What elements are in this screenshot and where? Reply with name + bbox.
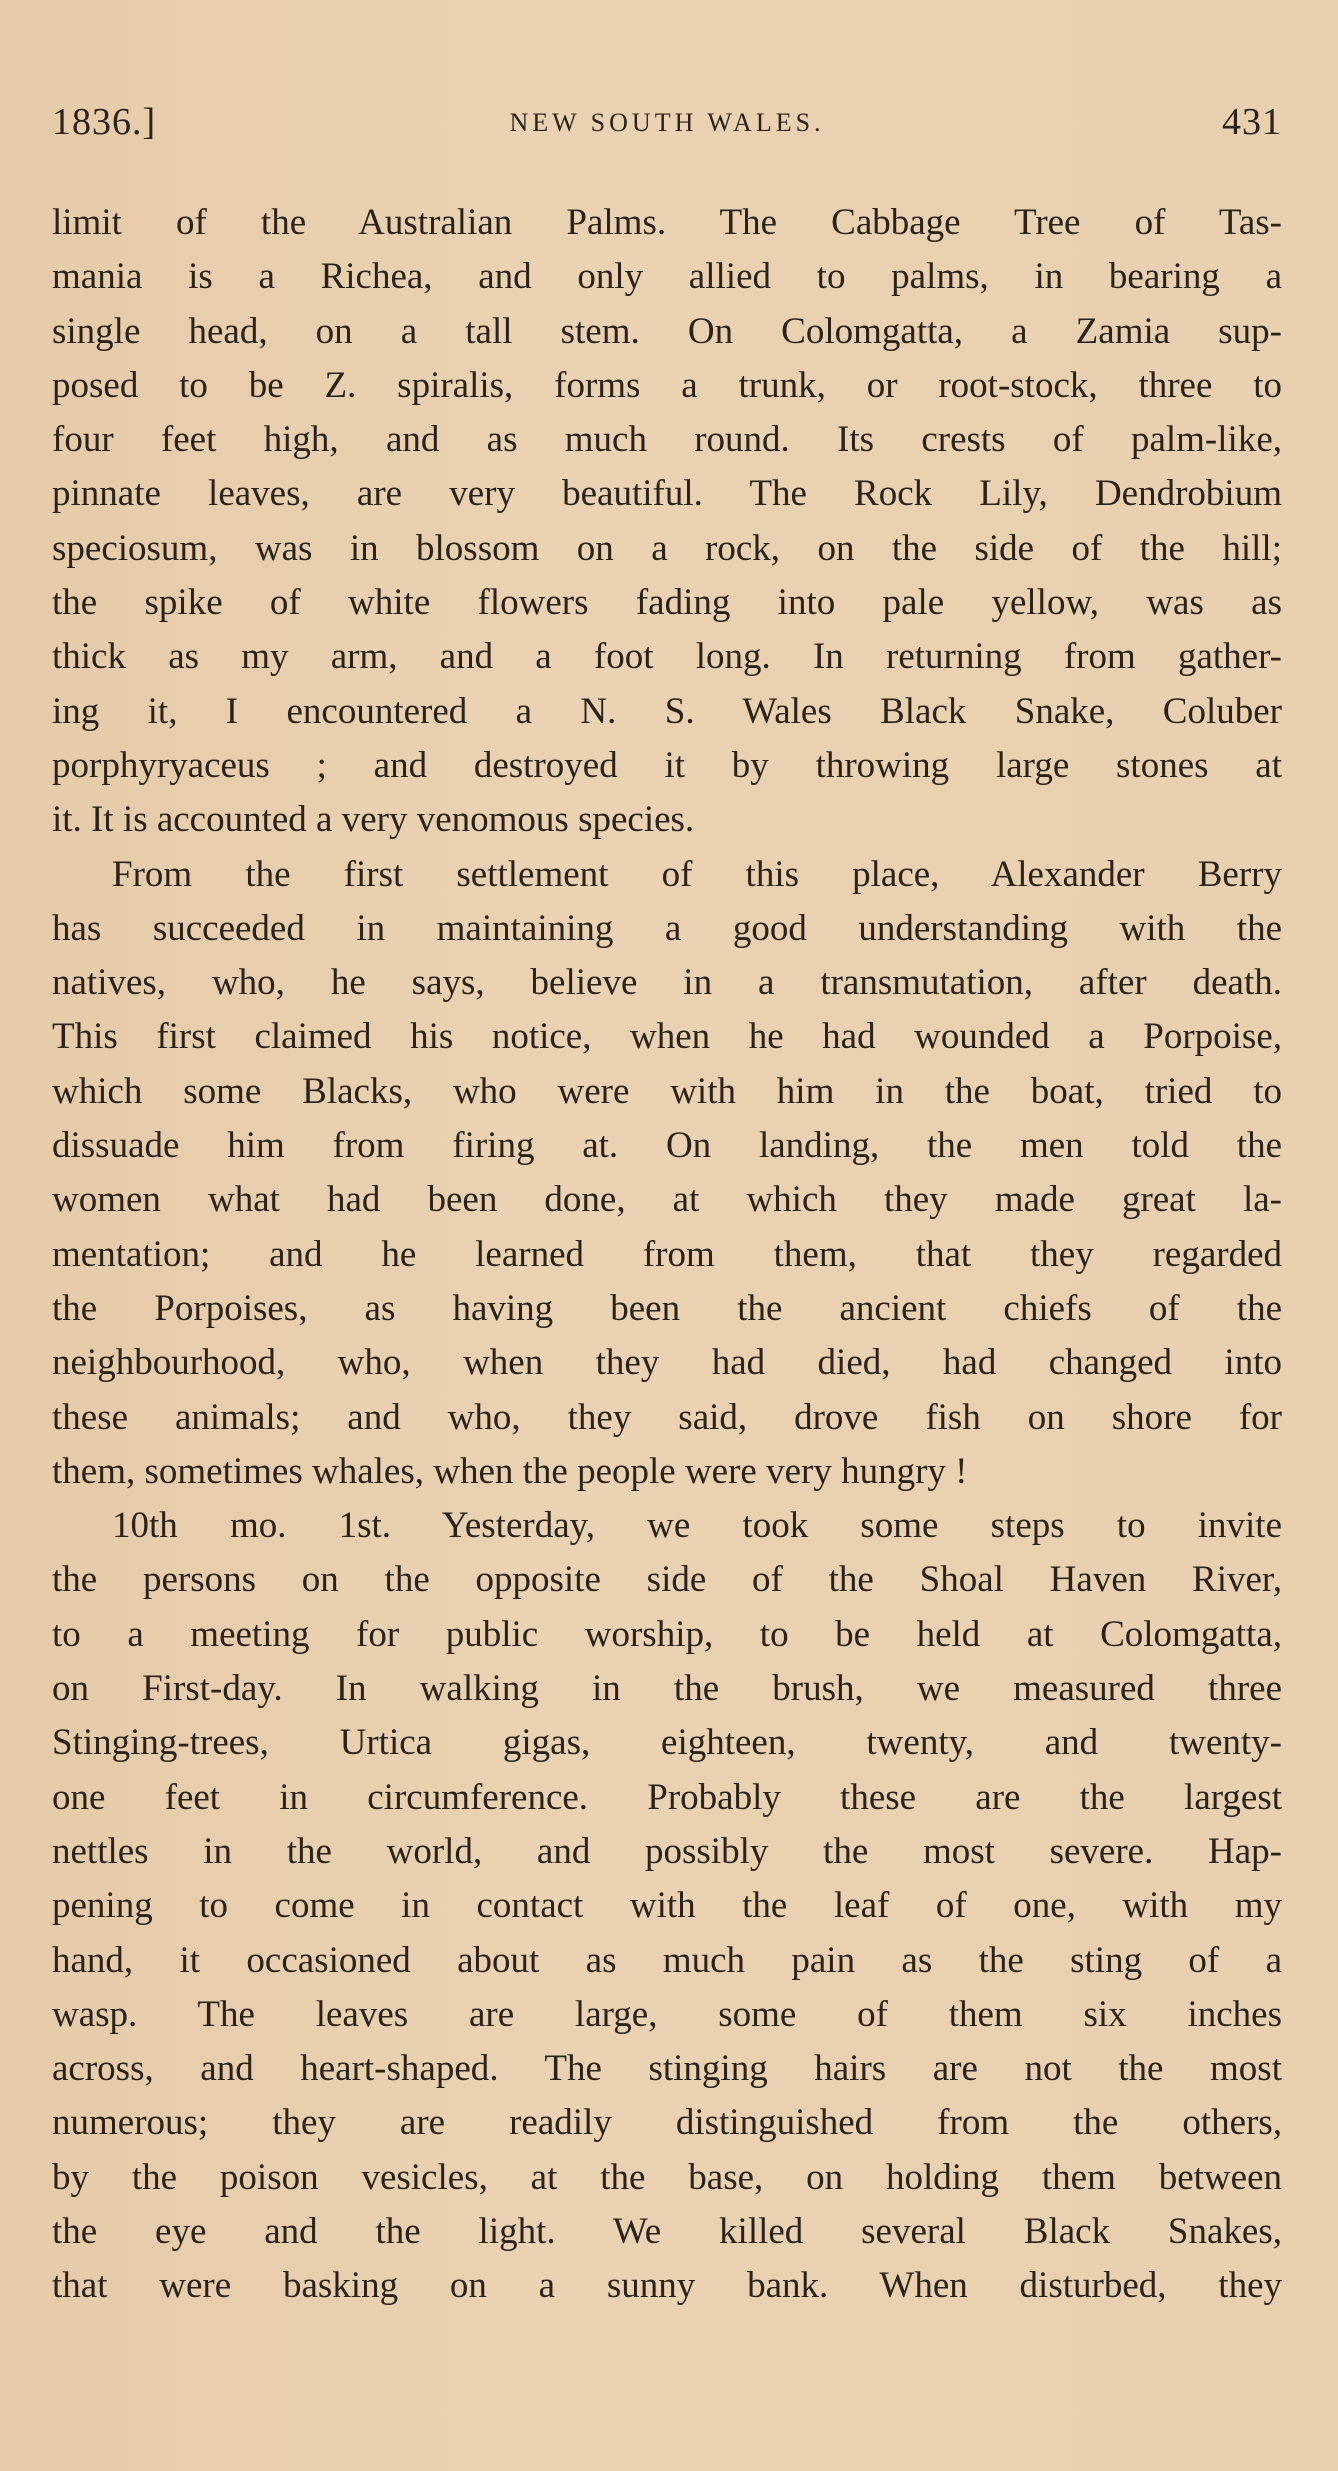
text-line: the spike of white flowers fading into pale yellow, was as — [52, 582, 1282, 624]
text-line: the Porpoises, as having been the ancient chiefs of the — [52, 1287, 1282, 1329]
text-line: it. It is accounted a very venomous species. — [52, 799, 695, 841]
text-line: dissuade him from firing at. On landing, the men told the — [52, 1125, 1282, 1167]
text-line: across, and heart-shaped. The stinging hairs are not the most — [52, 2048, 1282, 2090]
text-line: the persons on the opposite side of the Shoal Haven River, — [52, 1559, 1282, 1601]
text-line: single head, on a tall stem. On Colomgatta, a Zamia sup- — [52, 310, 1282, 352]
text-line: nettles in the world, and possibly the most severe. Hap- — [52, 1830, 1282, 1872]
text-line: thick as my arm, and a foot long. In returning from gather- — [52, 636, 1282, 678]
text-line: From the first settlement of this place, Alexander Berry — [112, 853, 1282, 895]
text-line: limit of the Australian Palms. The Cabbage Tree of Tas- — [52, 202, 1282, 243]
text-line: pening to come in contact with the leaf of one, with my — [52, 1885, 1282, 1927]
running-header — [52, 100, 1282, 152]
text-line: ing it, I encountered a N. S. Wales Black Snake, Coluber — [52, 690, 1282, 732]
text-line: which some Blacks, who were with him in the boat, tried to — [52, 1070, 1282, 1112]
text-line: them, sometimes whales, when the people were very hungry ! — [52, 1450, 968, 1492]
text-line: natives, who, he says, believe in a transmutation, after death. — [52, 962, 1282, 1004]
text-line: women what had been done, at which they made great la- — [52, 1179, 1282, 1221]
text-line: Stinging-trees, Urtica gigas, eighteen, twenty, and twenty- — [52, 1722, 1282, 1764]
text-line: This first claimed his notice, when he had wounded a Porpoise, — [52, 1016, 1282, 1058]
page-number: 431 — [1222, 101, 1282, 143]
text-line: posed to be Z. spiralis, forms a trunk, or root-stock, three to — [52, 364, 1282, 406]
text-line: on First-day. In walking in the brush, we measured three — [52, 1668, 1282, 1710]
text-line: hand, it occasioned about as much pain as the sting of a — [52, 1939, 1282, 1981]
text-line: neighbourhood, who, when they had died, had changed into — [52, 1342, 1282, 1384]
text-line: one feet in circumference. Probably these are the largest — [52, 1776, 1282, 1818]
text-line: the eye and the light. We killed several Black Snakes, — [52, 2210, 1282, 2252]
body-text — [52, 196, 1282, 2314]
text-line: mentation; and he learned from them, that they regarded — [52, 1233, 1282, 1275]
text-line: to a meeting for public worship, to be held at Colomgatta, — [52, 1613, 1282, 1655]
text-line: porphyryaceus ; and destroyed it by throwing large stones at — [52, 744, 1282, 786]
text-line: four feet high, and as much round. Its crests of palm-like, — [52, 419, 1282, 461]
running-title: NEW SOUTH WALES. — [509, 108, 825, 137]
text-line: 10th mo. 1st. Yesterday, we took some steps to invite — [112, 1505, 1282, 1547]
text-line: by the poison vesicles, at the base, on holding them between — [52, 2156, 1282, 2198]
text-line: has succeeded in maintaining a good understanding with the — [52, 907, 1282, 949]
text-line: mania is a Richea, and only allied to palms, in bearing a — [52, 256, 1282, 298]
header-year: 1836.] — [52, 101, 157, 143]
text-line: these animals; and who, they said, drove fish on shore for — [52, 1396, 1282, 1438]
text-line: that were basking on a sunny bank. When disturbed, they — [52, 2265, 1282, 2307]
text-line: speciosum, was in blossom on a rock, on the side of the hill; — [52, 527, 1282, 569]
text-line: pinnate leaves, are very beautiful. The Rock Lily, Dendrobium — [52, 473, 1282, 515]
text-line: wasp. The leaves are large, some of them six inches — [52, 1993, 1282, 2035]
text-line: numerous; they are readily distinguished from the others, — [52, 2102, 1282, 2144]
